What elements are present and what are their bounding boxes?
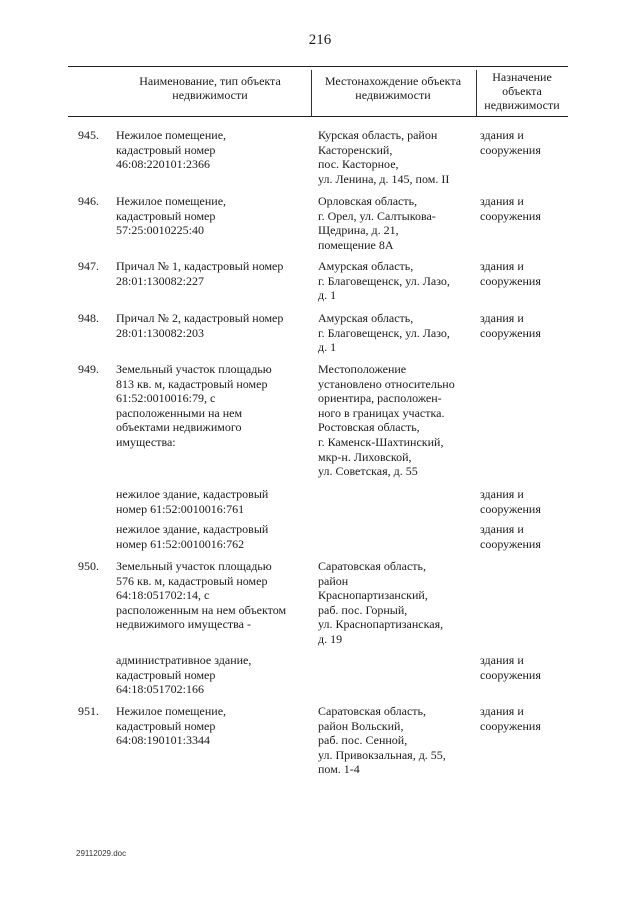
- row-number: 945.: [78, 128, 99, 142]
- header-location: Местонахождение объекта недвижимости: [324, 74, 462, 102]
- object-purpose: здания и сооружения: [480, 128, 541, 157]
- object-name: Причал № 1, кадастровый номер 28:01:130082:227: [116, 259, 284, 288]
- row-number: 946.: [78, 194, 99, 208]
- object-name: Причал № 2, кадастровый номер 28:01:130082:203: [116, 311, 284, 340]
- object-purpose: здания и сооружения: [480, 487, 541, 516]
- object-purpose: здания и сооружения: [480, 653, 541, 682]
- object-location: Саратовская область, район Вольский, раб. пос. Сенной, ул. Привокзальная, д. 55, пом. 1-4: [318, 704, 446, 777]
- document-filename: 29112029.doc: [76, 849, 127, 858]
- object-name: нежилое здание, кадастровый номер 61:52:0010016:762: [116, 522, 269, 551]
- row-number: 950.: [78, 559, 99, 573]
- object-location: Саратовская область, район Краснопартизанский, раб. пос. Горный, ул. Краснопартизанская, д. 19: [318, 559, 444, 646]
- row-number: 949.: [78, 362, 99, 376]
- object-name: Нежилое помещение, кадастровый номер 64:08:190101:3344: [116, 704, 227, 748]
- object-name: Земельный участок площадью 576 кв. м, кадастровый номер 64:18:051702:14, с расположенным на нем объектом недвижимого имущества -: [116, 559, 287, 632]
- object-location: Местоположение установлено относительно ориентира, расположен- ного в границах участка. Ростовская область, г. Каменск-Шахтинский, мкр-н. Лиховской, ул. Советская, д. 55: [318, 362, 455, 479]
- row-number: 951.: [78, 704, 99, 718]
- table-header: [0, 70, 640, 114]
- object-location: Амурская область, г. Благовещенск, ул. Лазо, д. 1: [318, 311, 450, 355]
- object-purpose: здания и сооружения: [480, 259, 541, 288]
- object-location: Орловская область, г. Орел, ул. Салтыкова- Щедрина, д. 21, помещение 8А: [318, 194, 436, 252]
- object-name: Земельный участок площадью 813 кв. м, кадастровый номер 61:52:0010016:79, с расположенными на нем объектами недвижимого имущества:: [116, 362, 272, 449]
- object-name: Нежилое помещение, кадастровый номер 57:25:0010225:40: [116, 194, 227, 238]
- object-name: Нежилое помещение, кадастровый номер 46:08:220101:2366: [116, 128, 227, 172]
- object-purpose: здания и сооружения: [480, 194, 541, 223]
- header-rule: [68, 116, 568, 117]
- object-purpose: здания и сооружения: [480, 522, 541, 551]
- object-purpose: здания и сооружения: [480, 704, 541, 733]
- top-rule: [68, 66, 568, 67]
- row-number: 947.: [78, 259, 99, 273]
- header-name: Наименование, тип объекта недвижимости: [139, 74, 281, 102]
- object-name: нежилое здание, кадастровый номер 61:52:0010016:761: [116, 487, 269, 516]
- header-purpose: Назначение объекта недвижимости: [484, 70, 560, 112]
- object-purpose: здания и сооружения: [480, 311, 541, 340]
- object-location: Амурская область, г. Благовещенск, ул. Лазо, д. 1: [318, 259, 450, 303]
- row-number: 948.: [78, 311, 99, 325]
- object-name: административное здание, кадастровый номер 64:18:051702:166: [116, 653, 252, 697]
- page-number: 216: [308, 32, 332, 48]
- object-location: Курская область, район Касторенский, пос. Касторное, ул. Ленина, д. 145, пом. II: [318, 128, 450, 186]
